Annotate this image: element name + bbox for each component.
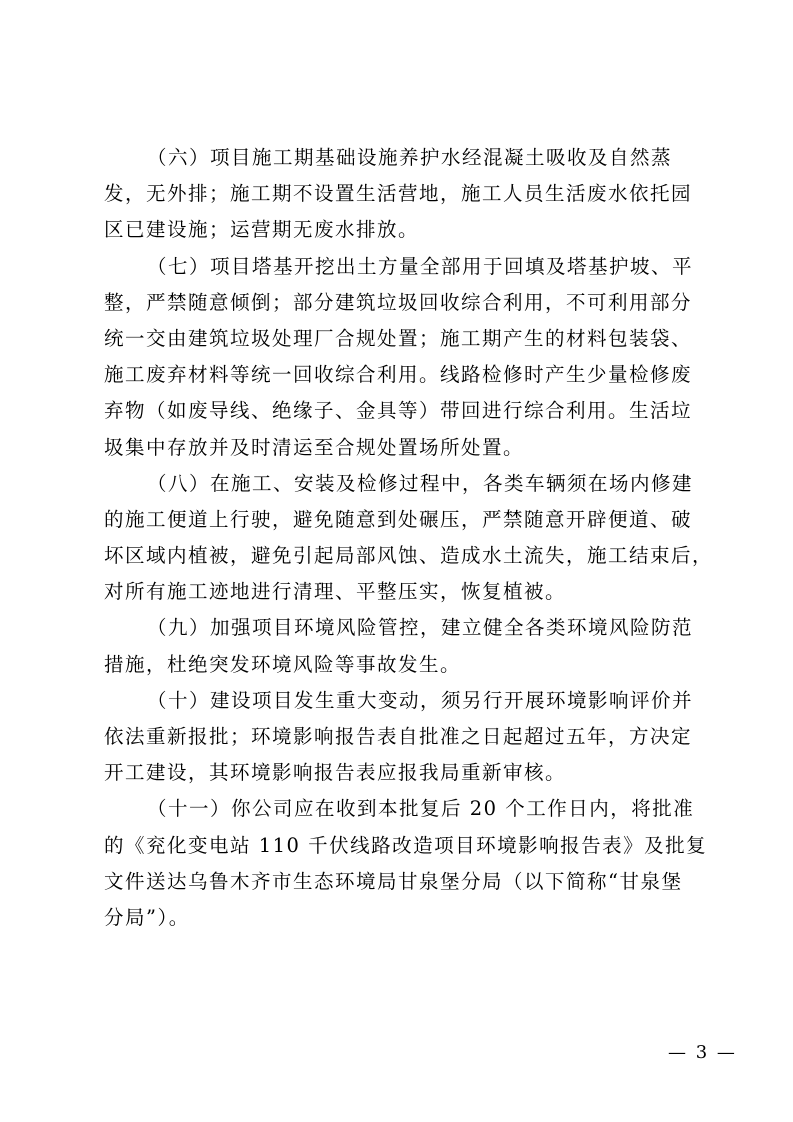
text-line: （十一）你公司应在收到本批复后 20 个工作日内，将批准 (147, 797, 695, 821)
document-body (104, 140, 714, 936)
text-line: （八）在施工、安装及检修过程中，各类车辆须在场内修建 (147, 471, 694, 495)
text-line: 的《兖化变电站 110 千伏线路改造项目环境影响报告表》及批复 (104, 833, 708, 857)
text-line: 施工废弃材料等统一回收综合利用。线路检修时产生少量检修废 (104, 363, 693, 387)
text-line: 措施，杜绝突发环境风险等事故发生。 (104, 652, 462, 676)
text-line: （九）加强项目环境风险管控，建立健全各类环境风险防范 (147, 616, 694, 640)
paragraph-10 (104, 683, 698, 792)
text-line: 区已建设施；运营期无废水排放。 (104, 218, 420, 242)
paragraph-7 (104, 249, 698, 466)
text-line: 文件送达乌鲁木齐市生态环境局甘泉堡分局（以下简称“甘泉堡 (104, 869, 683, 893)
text-line: 对所有施工迹地进行清理、平整压实，恢复植被。 (104, 580, 567, 604)
paragraph-9 (104, 610, 698, 682)
page-number: — 3 — (668, 1042, 737, 1063)
text-line: 圾集中存放并及时清运至合规处置场所处置。 (104, 435, 525, 459)
paragraph-8 (104, 466, 714, 611)
text-line: 整，严禁随意倾倒；部分建筑垃圾回收综合利用，不可利用部分 (104, 290, 693, 314)
text-line: 的施工便道上行驶，避免随意到处碾压，严禁随意开辟便道、破 (104, 507, 693, 531)
paragraph-6 (104, 140, 698, 249)
text-line: 开工建设，其环境影响报告表应报我局重新审核。 (104, 761, 567, 785)
text-line: （十）建设项目发生重大变动，须另行开展环境影响评价并 (147, 688, 694, 712)
text-line: 发，无外排；施工期不设置生活营地，施工人员生活废水依托园 (104, 182, 693, 206)
text-line: 依法重新报批；环境影响报告表自批准之日起超过五年，方决定 (104, 725, 693, 748)
paragraph-11 (104, 791, 708, 936)
text-line: （七）项目塔基开挖出土方量全部用于回填及塔基护坡、平 (147, 254, 694, 278)
text-line: 弃物（如废导线、绝缘子、金具等）带回进行综合利用。生活垃 (104, 399, 693, 423)
text-line: 统一交由建筑垃圾处理厂合规处置；施工期产生的材料包装袋、 (104, 326, 693, 350)
text-line: （六）项目施工期基础设施养护水经混凝土吸收及自然蒸 (147, 146, 673, 169)
text-line: 坏区域内植被，避免引起局部风蚀、造成水土流失，施工结束后， (104, 544, 714, 568)
text-line: 分局”）。 (104, 905, 190, 929)
